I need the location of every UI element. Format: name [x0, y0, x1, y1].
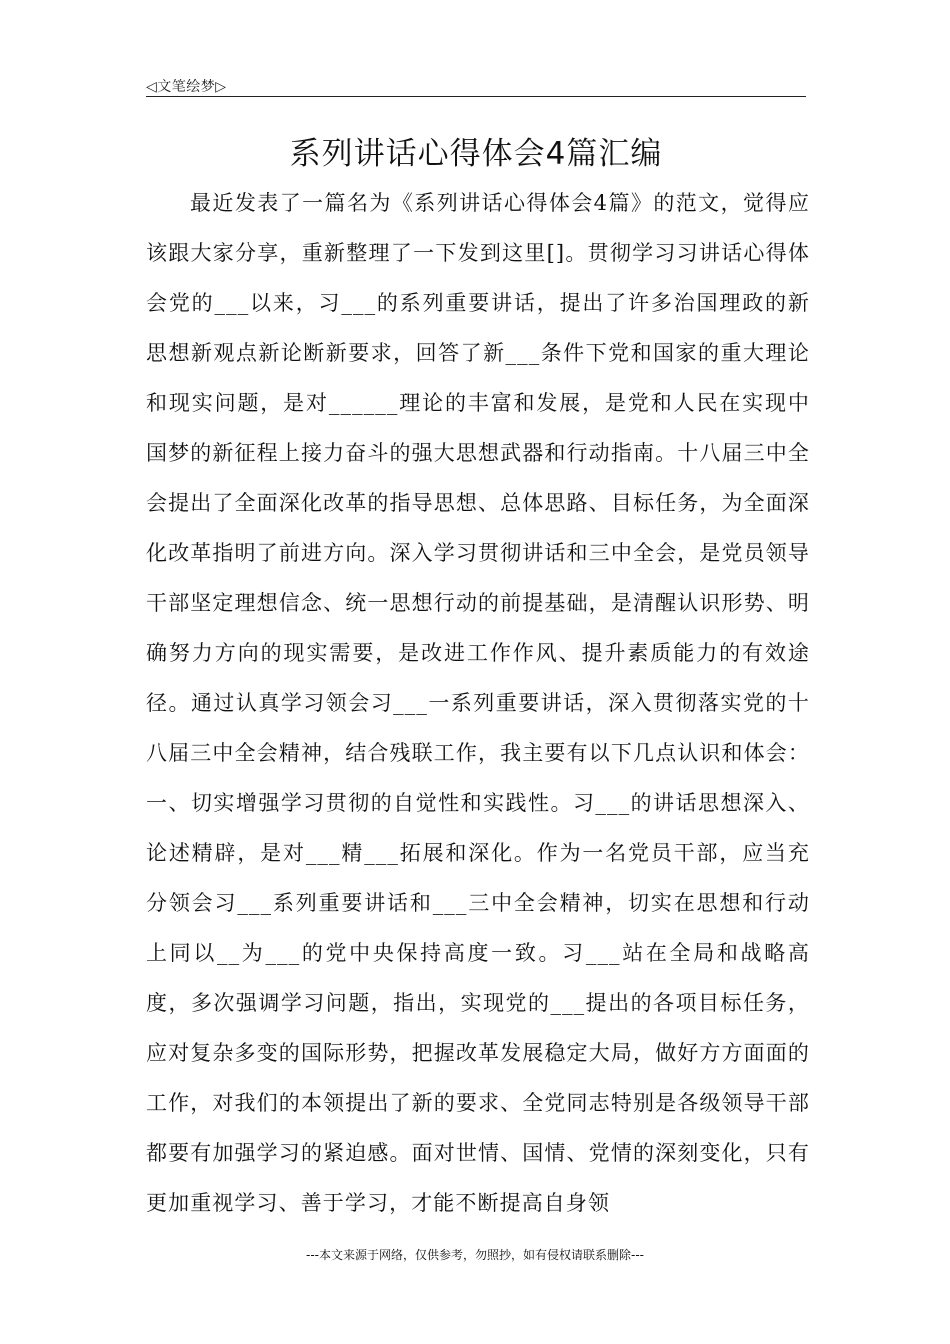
footer-disclaimer: ---本文来源于网络，仅供参考，勿照抄，如有侵权请联系删除---	[306, 1248, 644, 1262]
header-divider	[146, 96, 806, 97]
body-paragraph: 最近发表了一篇名为《系列讲话心得体会4篇》的范文，觉得应该跟大家分享，重新整理了一下发到这里[]。贯彻学习习讲话心得体会党的___以来，习___的系列重要讲话，提出了许多治国理政的新思想新观点新论断新要求，回答了新___条件下党和国家的重大理论和现实问题，是对______理论的丰富和发展，是党和人民在实现中国梦的新征程上接力奋斗的强大思想武器和行动指南。十八届三中全会提出了全面深化改革的指导思想、总体思路、目标任务，为全面深化改革指明了前进方向。深入学习贯彻讲话和三中全会，是党员领导干部坚定理想信念、统一思想行动的前提基础，是清醒认识形势、明确努力方向的现实需要，是改进工作作风、提升素质能力的有效途径。通过认真学习领会习___一系列重要讲话，深入贯彻落实党的十八届三中全会精神，结合残联工作，我主要有以下几点认识和体会：一、切实增强学习贯彻的自觉性和实践性。习___的讲话思想深入、论述精辟，是对___精___拓展和深化。作为一名党员干部，应当充分领会习___系列重要讲话和___三中全会精神，切实在思想和行动上同以__为___的党中央保持高度一致。习___站在全局和战略高度，多次强调学习问题，指出，实现党的___提出的各项目标任务，应对复杂多变的国际形势，把握改革发展稳定大局，做好方方面面的工作，对我们的本领提出了新的要求、全党同志特别是各级领导干部都要有加强学习的紧迫感。面对世情、国情、党情的深刻变化，只有更加重视学习、善于学习，才能不断提高自身领	[146, 191, 810, 1215]
header-label: ◁文笔绘梦▷	[146, 79, 227, 95]
document-title: 系列讲话心得体会4篇汇编	[289, 136, 663, 172]
